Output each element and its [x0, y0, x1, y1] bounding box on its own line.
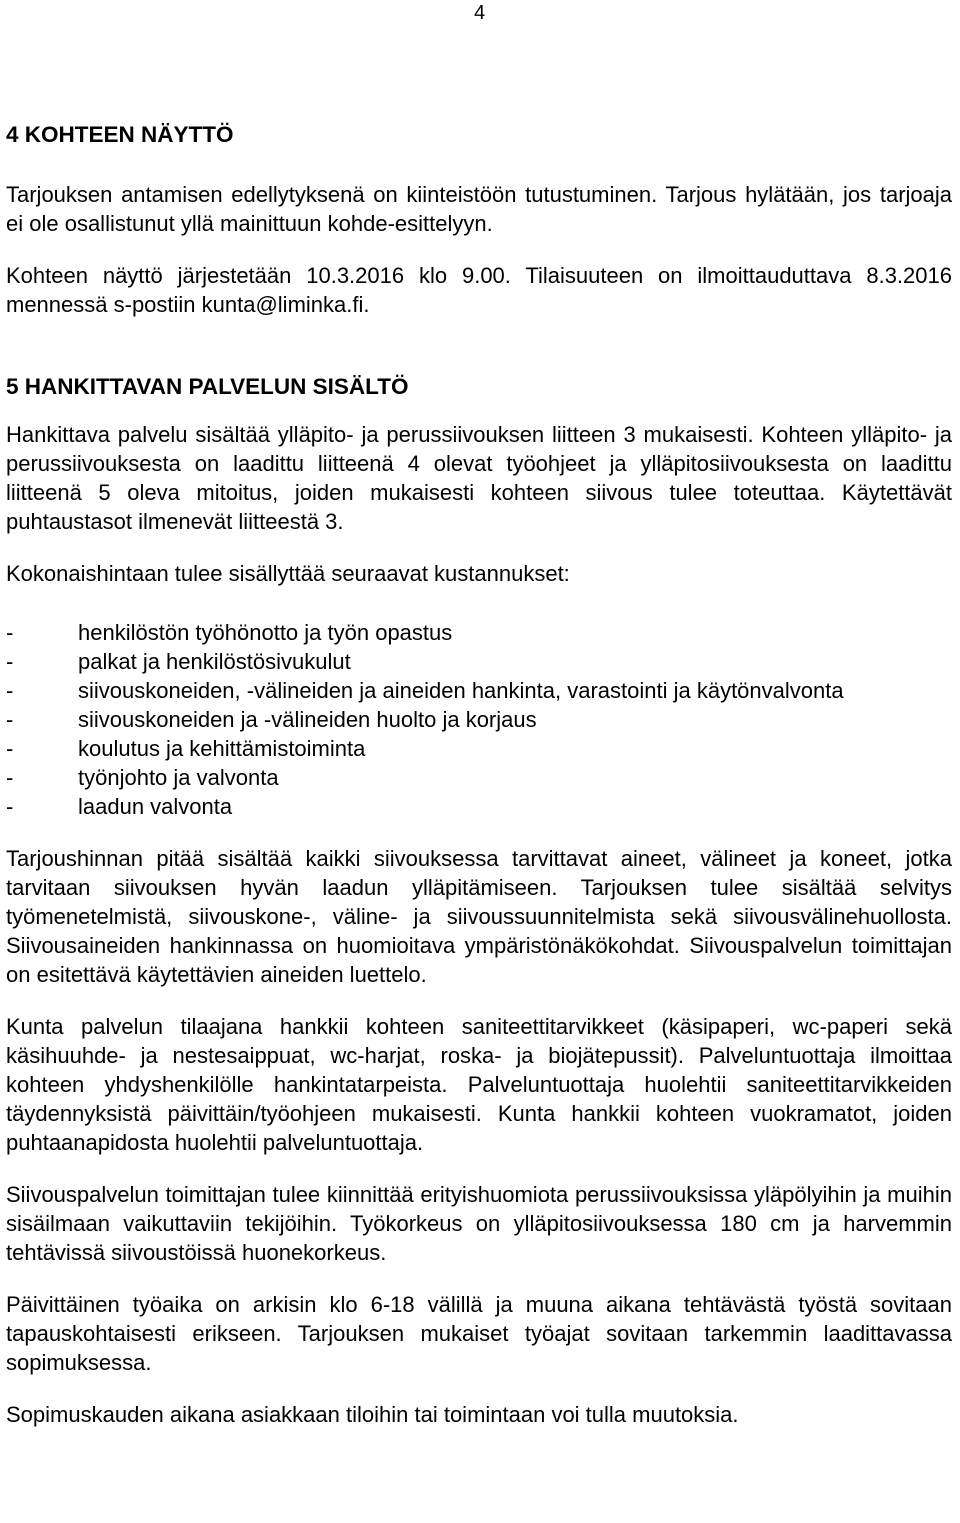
section-5-paragraph-5: Päivittäinen työaika on arkisin klo 6-18 välillä ja muuna aikana tehtävästä työstä sovitaan tapauskohtaisesti erikseen. Tarjouksen mukaiset työajat sovitaan tarkemmin laadittavassa sopimuksessa. — [6, 1292, 952, 1375]
list-dash: - — [6, 707, 14, 732]
section-4-paragraph-1: Tarjouksen antamisen edellytyksenä on kiinteistöön tutustuminen. Tarjous hylätään, jos tarjoaja ei ole osallistunut yllä mainittuun kohde-esittelyyn. — [6, 182, 952, 236]
section-5-paragraph-6: Sopimuskauden aikana asiakkaan tiloihin tai toimintaan voi tulla muutoksia. — [6, 1402, 739, 1427]
cost-list — [6, 618, 952, 821]
section-5-paragraph-3: Kunta palvelun tilaajana hankkii kohteen saniteettitarvikkeet (käsipaperi, wc-paperi sekä käsihuuhde- ja nestesaippuat, wc-harjat, roska- ja biojätepussit). Palveluntuottaja ilmoittaa kohteen yhdyshenkilölle hankintatarpeista. Palveluntuottaja huolehtii saniteettitarvikkeiden täydennyksistä päivittäin/työohjeen mukaisesti. Kunta hankkii kohteen vuokramatot, joiden puhtaanapidosta huolehtii palveluntuottaja. — [6, 1014, 952, 1155]
list-item-text: koulutus ja kehittämistoiminta — [78, 736, 366, 761]
list-item — [6, 734, 952, 763]
document-body — [6, 120, 952, 1429]
list-item — [6, 705, 952, 734]
list-dash: - — [6, 649, 14, 674]
list-item-text: palkat ja henkilöstösivukulut — [78, 649, 351, 674]
list-item-text: siivouskoneiden ja -välineiden huolto ja korjaus — [78, 707, 537, 732]
list-dash: - — [6, 736, 14, 761]
cost-list-intro: Kokonaishintaan tulee sisällyttää seuraavat kustannukset: — [6, 561, 570, 586]
section-5-paragraph-1: Hankittava palvelu sisältää ylläpito- ja perussiivouksen liitteen 3 mukaisesti. Kohteen ylläpito- ja perussiivouksesta on laadittu liitteenä 4 olevat työohjeet ja ylläpitosiivouksesta on laadittu liitteenä 5 oleva mitoitus, joiden mukaisesti kohteen siivous tulee toteuttaa. Käytettävät puhtaustasot ilmenevät liitteestä 3. — [6, 422, 952, 534]
list-item — [6, 618, 952, 647]
list-dash: - — [6, 678, 14, 703]
list-item — [6, 792, 952, 821]
section-4-paragraph-2: Kohteen näyttö järjestetään 10.3.2016 klo 9.00. Tilaisuuteen on ilmoittauduttava 8.3.2016 mennessä s-postiin kunta@liminka.fi. — [6, 263, 952, 317]
list-item — [6, 676, 952, 705]
list-item-text: henkilöstön työhönotto ja työn opastus — [78, 620, 453, 645]
page-number: 4 — [474, 2, 486, 24]
section-5-paragraph-4: Siivouspalvelun toimittajan tulee kiinnittää erityishuomiota perussiivouksissa yläpölyihin ja muihin sisäilmaan vaikuttaviin tekijöihin. Työkorkeus on ylläpitosiivouksessa 180 cm ja harvemmin tehtävissä siivoustöissä huonekorkeus. — [6, 1182, 952, 1265]
list-dash: - — [6, 765, 14, 790]
list-item — [6, 763, 952, 792]
list-dash: - — [6, 620, 14, 645]
section-4-heading: 4 KOHTEEN NÄYTTÖ — [6, 122, 234, 147]
list-dash: - — [6, 794, 14, 819]
list-item-text: työnjohto ja valvonta — [78, 765, 279, 790]
section-5-heading: 5 HANKITTAVAN PALVELUN SISÄLTÖ — [6, 374, 409, 399]
list-item-text: siivouskoneiden, -välineiden ja aineiden hankinta, varastointi ja käytönvalvonta — [78, 678, 844, 703]
section-5-paragraph-2: Tarjoushinnan pitää sisältää kaikki siivouksessa tarvittavat aineet, välineet ja koneet, jotka tarvitaan siivouksen hyvän laadun ylläpitämiseen. Tarjouksen tulee sisältää selvitys työmenetelmistä, siivouskone-, väline- ja siivoussuunnitelmista sekä siivousvälinehuollosta. Siivousaineiden hankinnassa on huomioitava ympäristönäkökohdat. Siivouspalvelun toimittajan on esitettävä käytettävien aineiden luettelo. — [6, 846, 952, 987]
list-item-text: laadun valvonta — [78, 794, 233, 819]
list-item — [6, 647, 952, 676]
